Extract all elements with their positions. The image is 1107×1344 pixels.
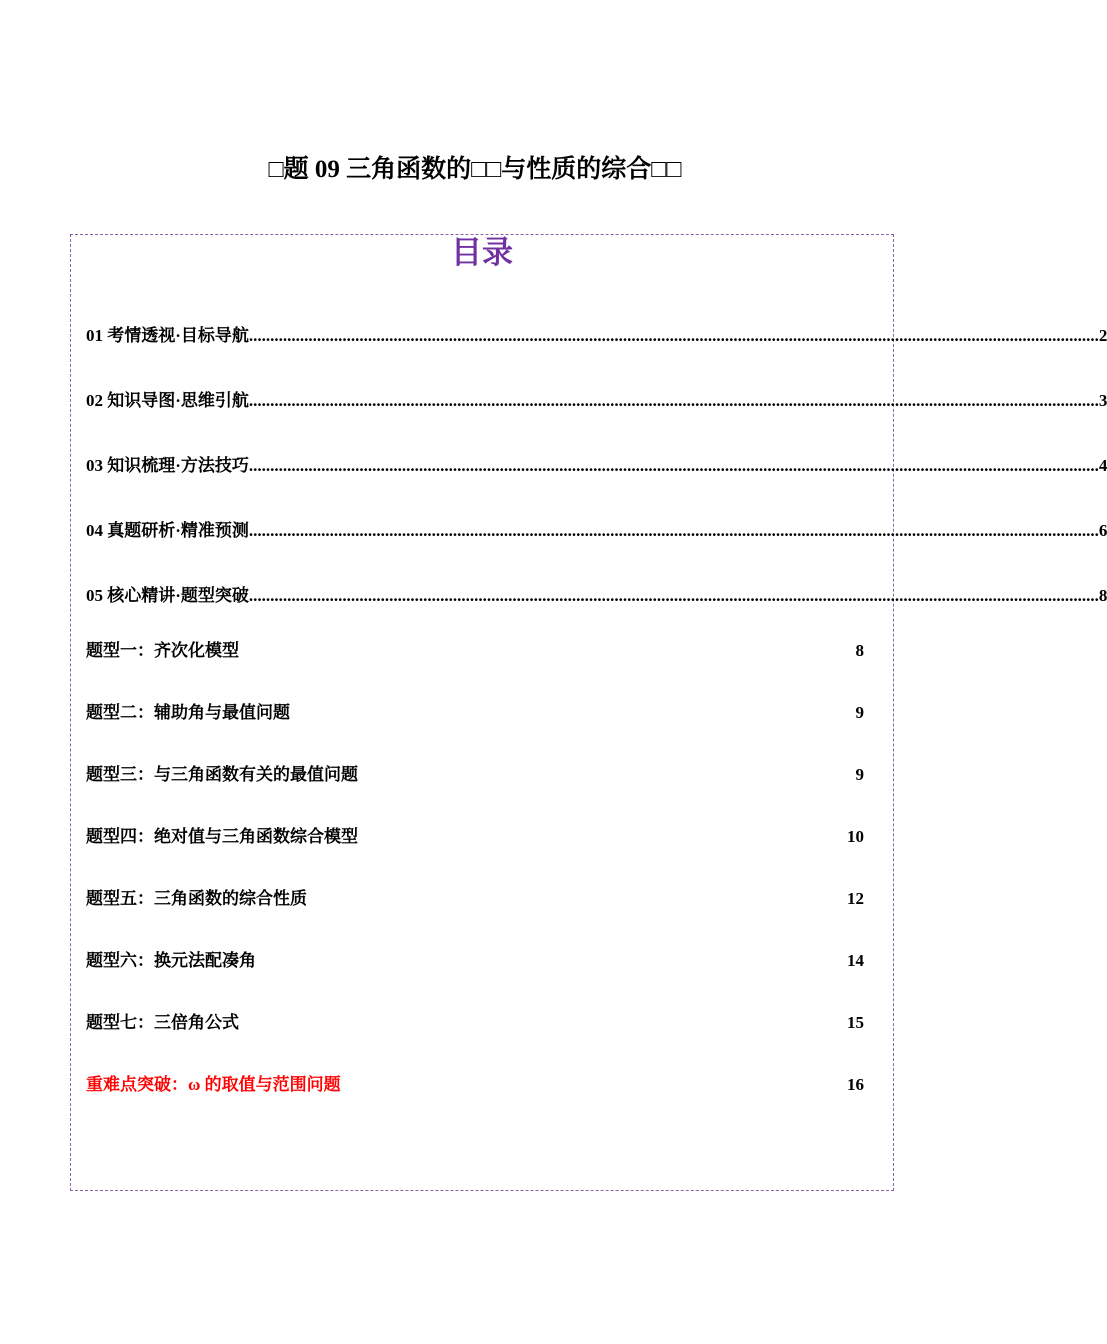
toc-subentry-page: 12 — [847, 889, 864, 908]
dot-leader: ........................................................................................................................................................................................................ — [248, 326, 1099, 345]
toc-highlight-page: 16 — [847, 1075, 864, 1094]
toc-subentry-3[interactable] — [86, 762, 864, 788]
toc-entry-label: 03 知识梳理·方法技巧 — [86, 456, 249, 475]
toc-entry-page: 3 — [1098, 391, 1107, 410]
dot-leader: ........................................................................................................................................................................................................ — [248, 521, 1099, 540]
toc-subentry-page: 8 — [855, 641, 864, 660]
toc-subentry-6[interactable] — [86, 948, 864, 974]
toc-subentry-label: 题型三：与三角函数有关的最值问题 — [86, 765, 358, 784]
toc-entry-05[interactable] — [86, 583, 1107, 609]
toc-subentry-label: 题型六：换元法配凑角 — [86, 951, 256, 970]
dot-leader: ........................................................................................................................................................................................................ — [248, 456, 1099, 475]
toc-subentry-label: 题型一：齐次化模型 — [86, 641, 239, 660]
toc-subentry-7[interactable] — [86, 1010, 864, 1036]
toc-entry-04[interactable] — [86, 518, 1107, 544]
toc-entry-page: 4 — [1098, 456, 1107, 475]
toc-entry-page: 2 — [1098, 326, 1107, 345]
toc-entry-label: 05 核心精讲·题型突破 — [86, 586, 249, 605]
toc-subentry-page: 9 — [855, 765, 864, 784]
table-of-contents — [70, 234, 1107, 1191]
toc-entry-02[interactable] — [86, 388, 1107, 414]
toc-entry-page: 8 — [1098, 586, 1107, 605]
document-title: □题 09 三角函数的□□与性质的综合□□ — [268, 156, 682, 183]
toc-subentry-5[interactable] — [86, 886, 864, 912]
toc-subentry-4[interactable] — [86, 824, 864, 850]
toc-subentry-1[interactable] — [86, 638, 864, 664]
toc-subentry-page: 15 — [847, 1013, 864, 1032]
toc-entry-label: 01 考情透视·目标导航 — [86, 326, 249, 345]
toc-entry-03[interactable] — [86, 453, 1107, 479]
toc-heading: 目录 — [451, 235, 513, 271]
dot-leader: ........................................................................................................................................................................................................ — [248, 586, 1099, 605]
toc-subentry-label: 题型四：绝对值与三角函数综合模型 — [86, 827, 358, 846]
toc-subentry-page: 10 — [847, 827, 864, 846]
toc-highlight-entry[interactable] — [86, 1072, 864, 1098]
toc-entry-label: 04 真题研析·精准预测 — [86, 521, 249, 540]
toc-entry-01[interactable] — [86, 323, 1107, 349]
toc-subentry-label: 题型七：三倍角公式 — [86, 1013, 239, 1032]
toc-subentry-page: 9 — [855, 703, 864, 722]
toc-subentry-label: 题型二：辅助角与最值问题 — [86, 703, 290, 722]
dot-leader: ........................................................................................................................................................................................................ — [248, 391, 1099, 410]
toc-highlight-label: 重难点突破：ω 的取值与范围问题 — [86, 1075, 341, 1094]
toc-subentry-2[interactable] — [86, 700, 864, 726]
toc-subentry-label: 题型五：三角函数的综合性质 — [86, 889, 307, 908]
toc-subentry-page: 14 — [847, 951, 864, 970]
toc-entry-label: 02 知识导图·思维引航 — [86, 391, 249, 410]
toc-entry-page: 6 — [1098, 521, 1107, 540]
